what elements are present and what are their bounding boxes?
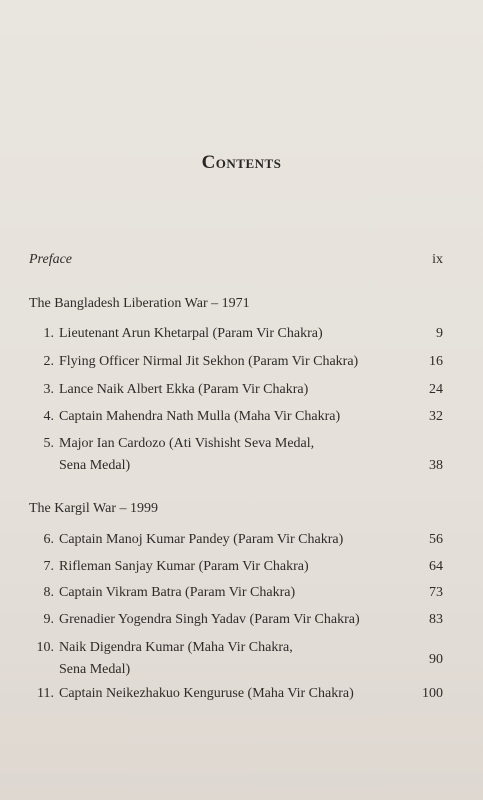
entry-number: 3.	[43, 382, 54, 397]
toc-entry	[36, 433, 443, 477]
entry-page: 83	[429, 612, 443, 627]
entry-title: Major Ian Cardozo (Ati Vishisht Seva Medal,	[59, 436, 315, 451]
toc-entry	[36, 379, 443, 401]
entry-page: 56	[429, 532, 443, 547]
entry-page: 24	[429, 382, 443, 397]
entry-title: Grenadier Yogendra Singh Yadav (Param Vir Chakra)	[59, 612, 360, 627]
entry-number: 10.	[36, 640, 54, 655]
preface-page: ix	[432, 252, 443, 267]
entry-page: 90	[429, 652, 443, 667]
entry-page: 100	[422, 686, 443, 701]
toc-entry	[36, 351, 443, 373]
entry-title-continued: Sena Medal)	[59, 458, 131, 473]
entry-number: 11.	[37, 686, 54, 701]
toc-entry	[36, 406, 443, 428]
entry-number: 6.	[43, 532, 54, 547]
entry-page: 64	[429, 559, 443, 574]
entry-title: Captain Mahendra Nath Mulla (Maha Vir Chakra)	[59, 409, 341, 424]
entry-title: Lance Naik Albert Ekka (Param Vir Chakra)	[59, 382, 309, 397]
entry-number: 1.	[43, 326, 54, 341]
toc-entry	[36, 529, 443, 551]
page-title: Contents	[201, 152, 282, 173]
entry-title: Flying Officer Nirmal Jit Sekhon (Param Vir Chakra)	[59, 354, 359, 369]
entry-number: 7.	[43, 559, 54, 574]
entry-title-continued: Sena Medal)	[59, 662, 131, 677]
entry-number: 5.	[43, 436, 54, 451]
entry-title: Naik Digendra Kumar (Maha Vir Chakra,	[59, 640, 293, 655]
entry-page: 73	[429, 585, 443, 600]
entry-page: 9	[436, 326, 443, 341]
entry-number: 9.	[43, 612, 54, 627]
entry-title: Rifleman Sanjay Kumar (Param Vir Chakra)	[59, 559, 309, 574]
toc-entry	[36, 582, 443, 604]
section-title: The Bangladesh Liberation War – 1971	[29, 296, 250, 311]
entry-title: Lieutenant Arun Khetarpal (Param Vir Chakra)	[59, 326, 323, 341]
entry-page: 16	[429, 354, 443, 369]
entry-number: 8.	[43, 585, 54, 600]
preface-label: Preface	[29, 252, 73, 267]
toc-entry	[36, 637, 443, 681]
entry-title: Captain Manoj Kumar Pandey (Param Vir Chakra)	[59, 532, 344, 547]
entry-page: 32	[429, 409, 443, 424]
preface-row	[29, 252, 443, 268]
entry-number: 2.	[43, 354, 54, 369]
toc-entry	[36, 323, 443, 345]
entry-page: 38	[429, 458, 443, 473]
entry-number: 4.	[43, 409, 54, 424]
toc-entry	[36, 683, 443, 705]
entry-title: Captain Neikezhakuo Kenguruse (Maha Vir Chakra)	[59, 686, 354, 701]
section-title: The Kargil War – 1999	[29, 501, 158, 516]
toc-entry	[36, 556, 443, 578]
entry-title: Captain Vikram Batra (Param Vir Chakra)	[59, 585, 296, 600]
toc-entry	[36, 609, 443, 631]
